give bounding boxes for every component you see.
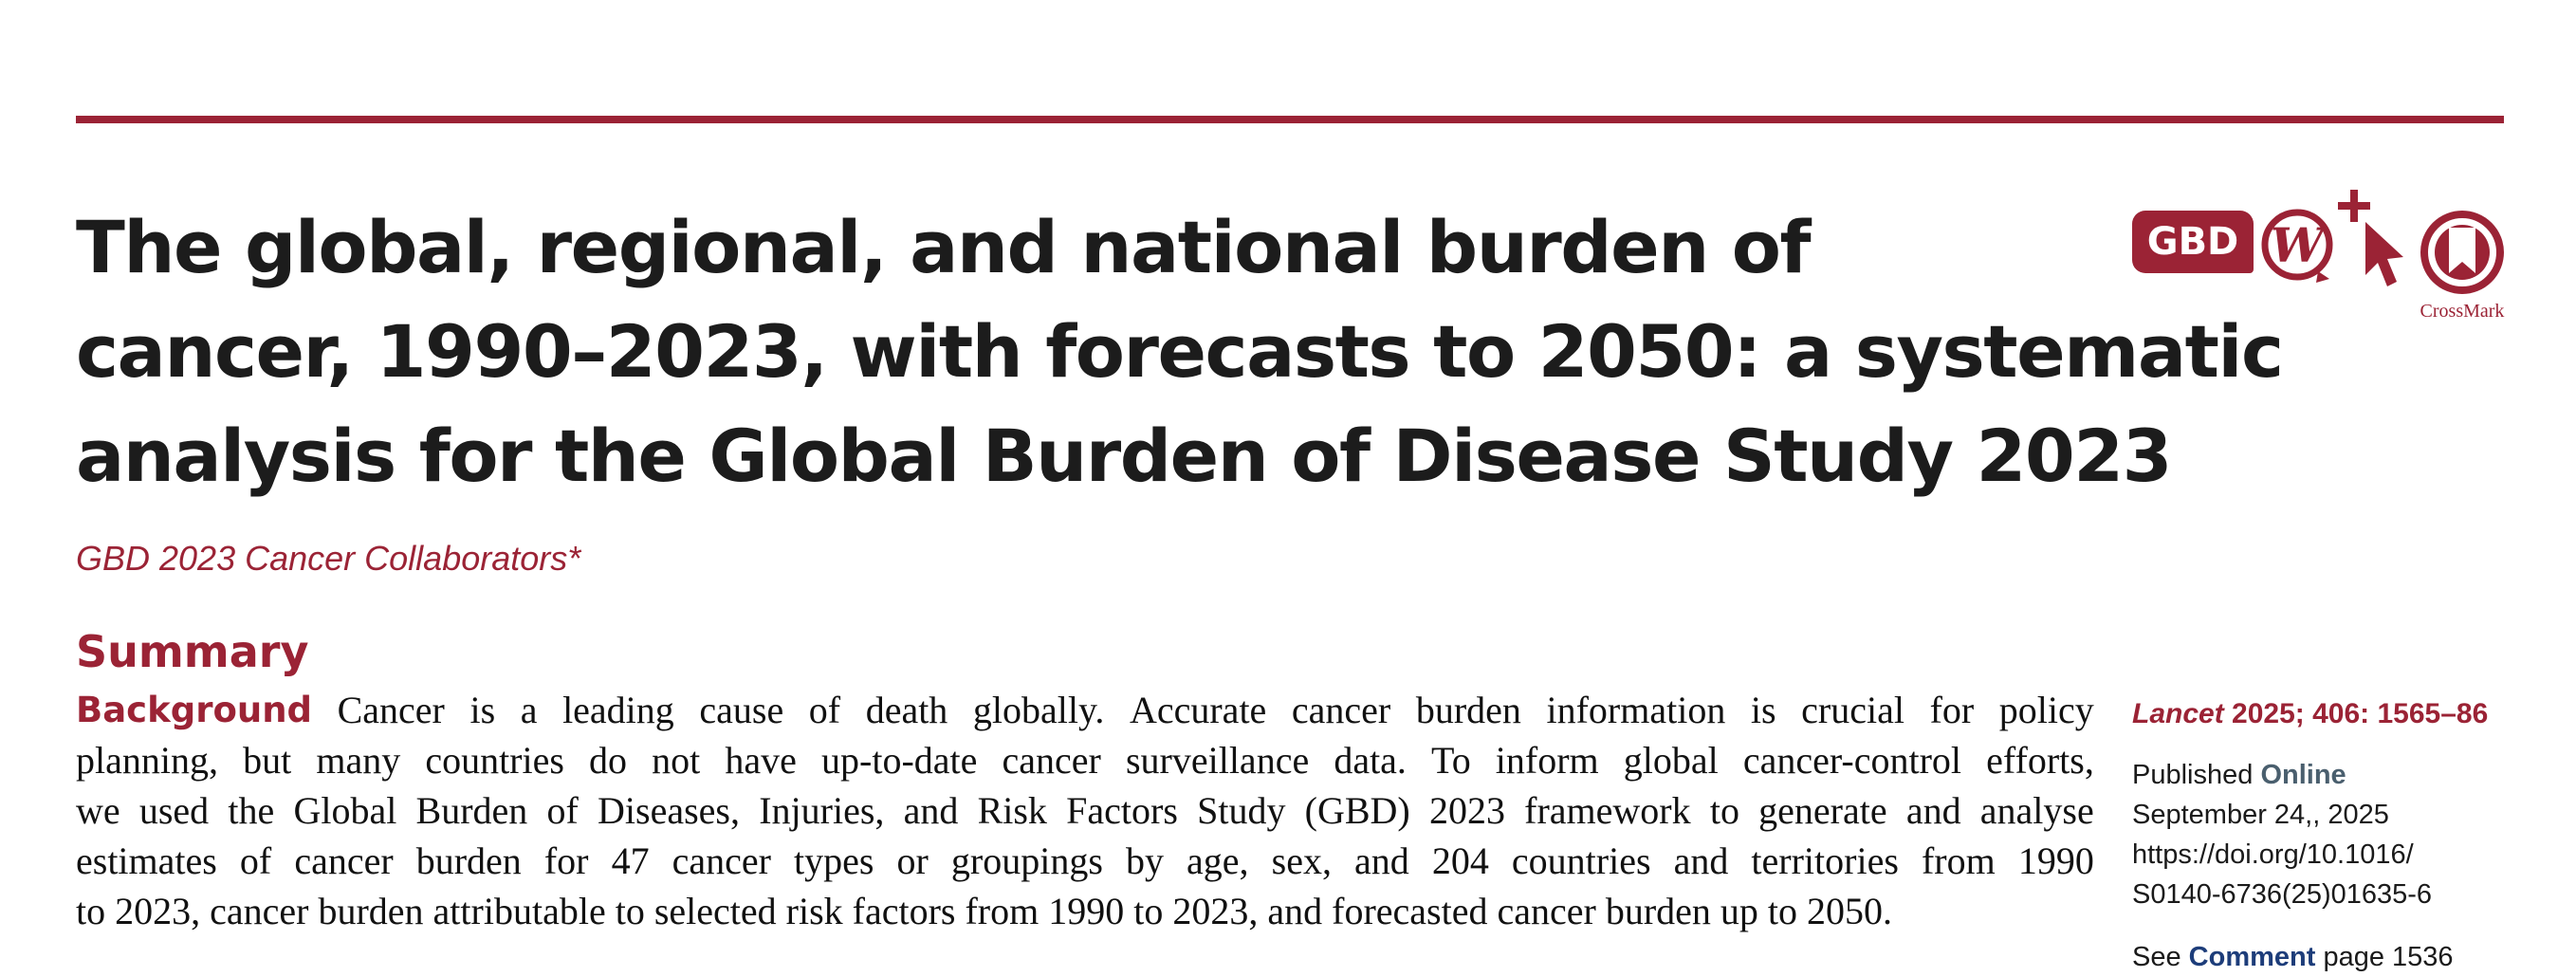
abstract-word: and — [1905, 789, 1961, 832]
abstract-line — [76, 886, 2094, 936]
doi-link-continued[interactable]: S0140-6736(25)01635-6 — [2132, 879, 2433, 910]
abstract-word: cancer — [1497, 890, 1596, 932]
abstract-word: cancer — [1291, 689, 1391, 731]
abstract-word: risk — [785, 890, 843, 932]
background-label: Background — [76, 690, 313, 730]
abstract-word: 1990 — [1048, 890, 1125, 932]
abstract-word: for — [543, 839, 589, 882]
abstract-word: forecasted — [1332, 890, 1488, 932]
abstract-word: from — [965, 890, 1040, 932]
abstract-word: and — [1673, 839, 1729, 882]
title-line: The global, regional, and national burden of — [76, 205, 1811, 289]
cursor-plus-icon[interactable] — [2337, 188, 2411, 292]
abstract-word: Study — [1197, 789, 1286, 832]
abstract-word: surveillance — [1125, 739, 1310, 782]
abstract-word: information — [1546, 689, 1726, 731]
abstract-word: but — [243, 739, 292, 782]
crossmark-logo[interactable] — [2413, 207, 2512, 323]
abstract-word: Risk — [977, 789, 1047, 832]
published-online: Online — [2260, 760, 2346, 790]
see-label: See — [2132, 942, 2189, 972]
abstract-word: countries — [1511, 839, 1651, 882]
abstract-word: Burden — [415, 789, 528, 832]
abstract-word: selected — [653, 890, 777, 932]
abstract-word: to — [76, 890, 106, 932]
abstract-word: burden — [1605, 890, 1711, 932]
abstract-word: cancer — [1002, 739, 1101, 782]
abstract-word: cancer — [210, 890, 309, 932]
abstract-word: to — [1133, 890, 1164, 932]
abstract-word: policy — [1998, 689, 2094, 731]
abstract-word: is — [469, 689, 496, 731]
abstract-word: death — [865, 689, 948, 731]
abstract-word: from — [1921, 839, 1996, 882]
abstract-word: global — [1623, 739, 1719, 782]
published-label: Published — [2132, 760, 2261, 790]
journal-citation — [2132, 698, 2549, 730]
published-line — [2132, 755, 2549, 795]
page-reference: page 1536 — [2315, 942, 2454, 972]
see-comment-line — [2132, 937, 2549, 977]
abstract-word: 2050. — [1807, 890, 1893, 932]
abstract-word: cancer — [672, 839, 771, 882]
author-byline[interactable]: GBD 2023 Cancer Collaborators* — [76, 539, 581, 578]
abstract-word: types — [794, 839, 874, 882]
abstract-word: to — [1709, 789, 1739, 832]
abstract-line — [76, 836, 2094, 886]
abstract-word: and — [903, 789, 959, 832]
abstract-word: age, — [1187, 839, 1249, 882]
abstract-word: cancer — [294, 839, 394, 882]
abstract-word: data. — [1334, 739, 1407, 782]
abstract-word: of — [808, 689, 841, 731]
abstract-word: the — [228, 789, 275, 832]
abstract-word: Cancer — [337, 689, 445, 731]
abstract-word: cause — [699, 689, 784, 731]
header-rule — [76, 116, 2504, 123]
gbd-logo[interactable]: GBD — [2132, 211, 2254, 273]
abstract-word: sex, — [1271, 839, 1332, 882]
abstract-word: up — [1720, 890, 1758, 932]
abstract-word: to — [1767, 890, 1798, 932]
abstract-word: or — [896, 839, 929, 882]
abstract-word: generate — [1758, 789, 1887, 832]
abstract-word: 2023, — [115, 890, 201, 932]
abstract-word: is — [1750, 689, 1776, 731]
abstract-word: for — [1929, 689, 1975, 731]
abstract-word: countries — [425, 739, 564, 782]
abstract-line — [76, 685, 2094, 735]
w-circle-icon[interactable] — [2259, 197, 2335, 288]
crossmark-label: CrossMark — [2420, 301, 2505, 322]
abstract-word: globally. — [972, 689, 1105, 731]
abstract-word: territories — [1751, 839, 1899, 882]
journal-name: Lancet — [2132, 698, 2224, 729]
abstract-word: of — [239, 839, 272, 882]
abstract-background — [76, 685, 2094, 936]
abstract-word: used — [138, 789, 210, 832]
title-line: analysis for the Global Burden of Disease Study 2023 — [76, 414, 2172, 498]
abstract-word: framework — [1524, 789, 1691, 832]
abstract-word: Accurate — [1129, 689, 1267, 731]
abstract-word: inform — [1495, 739, 1599, 782]
abstract-word: factors — [852, 890, 956, 932]
abstract-word: not — [652, 739, 701, 782]
abstract-word: up-to-date — [821, 739, 978, 782]
abstract-word: 2023 — [1428, 789, 1505, 832]
svg-text:W: W — [2270, 217, 2325, 273]
abstract-word: Diseases, — [598, 789, 740, 832]
abstract-word: burden — [415, 839, 522, 882]
abstract-word: to — [615, 890, 645, 932]
abstract-word: do — [589, 739, 628, 782]
article-sidebar — [2132, 698, 2549, 977]
abstract-word: of — [546, 789, 579, 832]
abstract-word: To — [1431, 739, 1471, 782]
comment-link[interactable]: Comment — [2188, 942, 2316, 972]
abstract-line — [76, 735, 2094, 785]
abstract-word: Injuries, — [759, 789, 885, 832]
abstract-word: burden — [1415, 689, 1521, 731]
crossmark-icon — [2413, 207, 2512, 298]
abstract-word: and — [1354, 839, 1409, 882]
abstract-word: planning, — [76, 739, 218, 782]
summary-heading: Summary — [76, 626, 309, 677]
abstract-word: many — [316, 739, 401, 782]
title-line: cancer, 1990–2023, with forecasts to 2050: a systematic — [76, 309, 2283, 394]
abstract-word: 2023, — [1172, 890, 1259, 932]
abstract-line — [76, 785, 2094, 836]
published-date: September 24,, 2025 — [2132, 800, 2389, 830]
header-logos — [2132, 188, 2512, 321]
abstract-word: attributable — [432, 890, 606, 932]
abstract-word: and — [1267, 890, 1323, 932]
citation-details: 2025; 406: 1565–86 — [2223, 698, 2489, 729]
abstract-word: Factors — [1066, 789, 1178, 832]
abstract-word: efforts, — [1986, 739, 2094, 782]
abstract-word: (GBD) — [1304, 789, 1410, 832]
abstract-word: have — [725, 739, 797, 782]
abstract-word: 1990 — [2017, 839, 2094, 882]
doi-link[interactable]: https://doi.org/10.1016/ — [2132, 839, 2414, 870]
abstract-word: leading — [562, 689, 674, 731]
abstract-word: a — [520, 689, 538, 731]
abstract-word: 47 — [611, 839, 650, 882]
abstract-word: estimates — [76, 839, 217, 882]
abstract-word: crucial — [1801, 689, 1904, 731]
abstract-word: Global — [293, 789, 397, 832]
abstract-word: cancer-control — [1742, 739, 1962, 782]
abstract-word: burden — [318, 890, 424, 932]
abstract-word: by — [1125, 839, 1164, 882]
abstract-word: 204 — [1431, 839, 1489, 882]
abstract-word: we — [76, 789, 120, 832]
abstract-word: analyse — [1979, 789, 2094, 832]
abstract-word: groupings — [950, 839, 1103, 882]
